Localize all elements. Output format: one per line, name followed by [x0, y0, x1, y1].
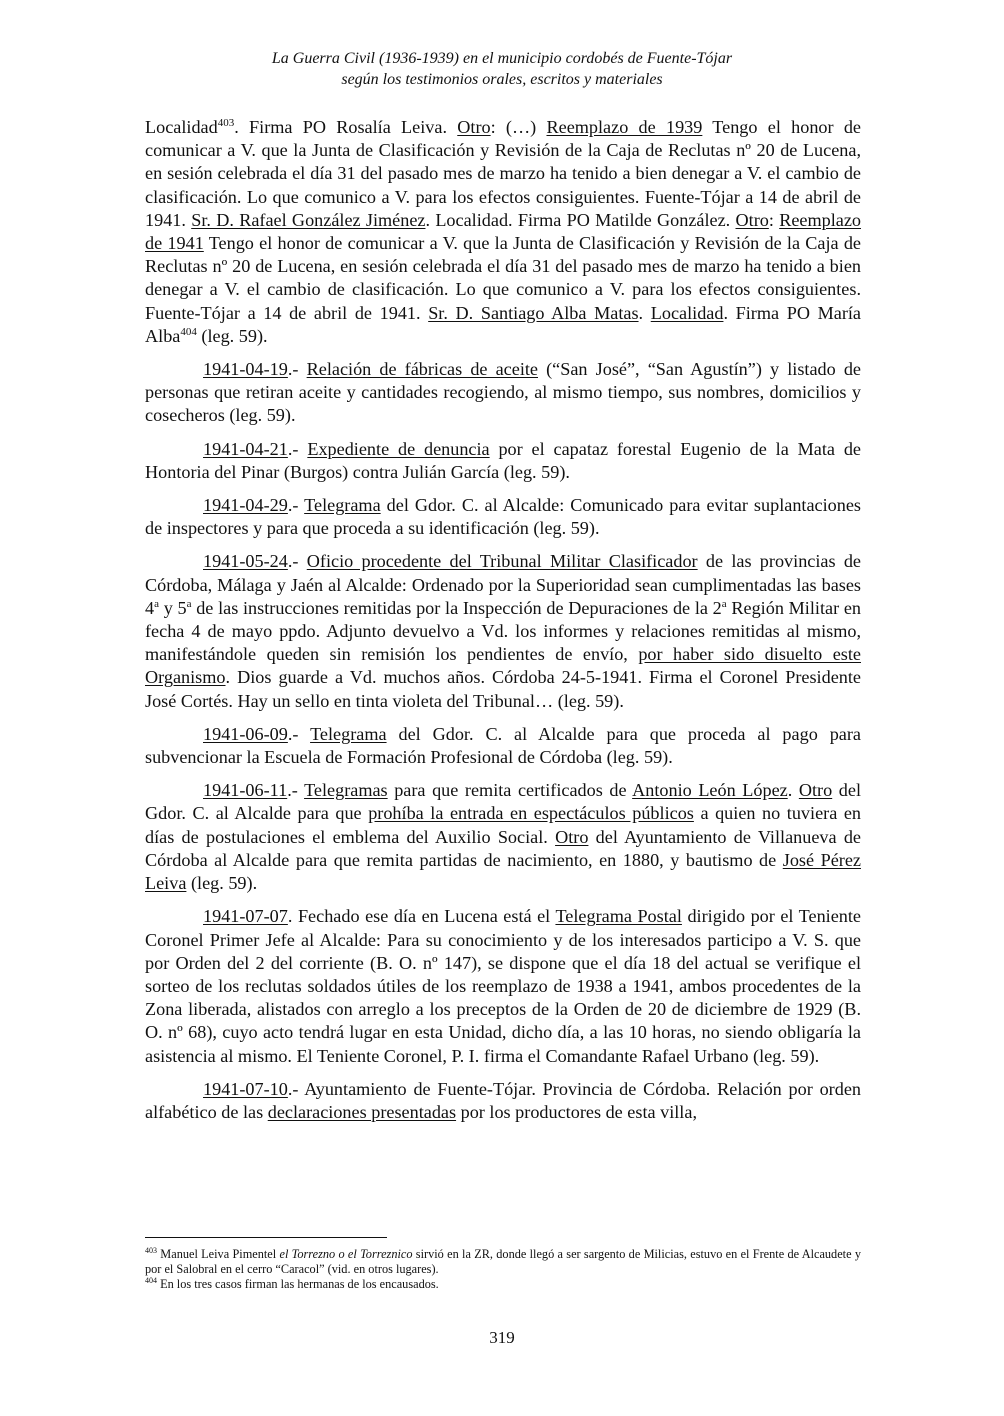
- text: .-: [287, 723, 311, 744]
- text: del Gdor. C. al Alcalde: Comunicado para evitar suplantaciones de inspectores y para que proceda a su identificación (leg. 59).: [145, 495, 861, 539]
- underlined-text: Reemplazo de 1941: [145, 209, 861, 254]
- entry-1941-04-19: [145, 358, 861, 428]
- underlined-text: Otro: [457, 117, 491, 137]
- underlined-text: Telegrama: [304, 495, 381, 516]
- text: . Localidad. Firma PO Matilde González.: [425, 209, 736, 230]
- entry-1941-04-29: [145, 494, 861, 540]
- footnote-403: [145, 1247, 861, 1277]
- entry-date: 1941-06-09: [203, 723, 288, 744]
- text: En los tres casos firman las hermanas de los encausados.: [157, 1277, 439, 1291]
- text: Tengo el honor de comunicar a V. que la Junta de Clasificación y Revisión de la Caja de Reclutas nº 20 de Lucena, en sesión celebrada el día 31 del pasado mes de marzo ha tenido a bien denegar a V. el cambio de clasificación. Lo que comunico a V. para los efectos consiguientes. Fuente-Tójar a 14 de abril de 1941.: [145, 117, 861, 230]
- underlined-text: Telegrama: [310, 723, 387, 744]
- text: para que remita certificados de: [387, 780, 633, 801]
- entry-date: 1941-07-10: [203, 1078, 288, 1099]
- text: Región Militar en fecha 4 de mayo ppdo. Adjunto devuelvo a Vd. los informes y relaciones remitidas al mismo, manifestándole queden sin remisión los pendientes de envío,: [145, 597, 862, 665]
- entry-1941-07-07: [145, 905, 861, 1067]
- footnote-number: 404: [145, 1275, 157, 1285]
- underlined-text: Localidad: [650, 302, 724, 323]
- footnote-404: [145, 1277, 861, 1292]
- text: a quien no tuviera en días de postulaciones el emblema del Auxilio Social.: [145, 803, 862, 847]
- entry-date: 1941-04-29: [203, 495, 288, 516]
- text: . Firma PO María Alba: [145, 302, 862, 346]
- text: del Gdor. C. al Alcalde para que proceda al pago para subvencionar la Escuela de Formación Profesional de Córdoba (leg. 59).: [145, 723, 861, 768]
- text: . Fechado ese día en Lucena está el: [287, 906, 556, 927]
- text: de las instrucciones remitidas por la Inspección de Depuraciones de la 2: [191, 597, 722, 618]
- entry-date: 1941-05-24: [203, 551, 288, 572]
- underlined-text: Antonio León López: [632, 780, 788, 801]
- text: (leg. 59).: [196, 325, 268, 346]
- underlined-text: Otro: [735, 209, 769, 230]
- footnote-ref-404[interactable]: 404: [180, 325, 197, 338]
- italic-text: el Torrezno o el Torreznico: [279, 1247, 413, 1261]
- header-line-1: La Guerra Civil (1936-1939) en el municipio cordobés de Fuente-Tójar: [271, 50, 733, 67]
- underlined-text: Sr. D. Rafael González Jiménez: [191, 209, 426, 230]
- entry-date: 1941-04-21: [203, 438, 288, 459]
- text: Localidad: [145, 117, 218, 137]
- ordinal-superscript: a: [154, 597, 159, 610]
- entry-1941-06-09: [145, 723, 861, 769]
- entry-date: 1941-07-07: [203, 906, 288, 927]
- text: sirvió en la ZR, donde llegó a ser sargento de Milicias, estuvo en el Frente de Alcaudete y por el Salobral en el cerro “Caracol” (vid. en otros lugares).: [145, 1247, 861, 1276]
- entry-date: 1941-04-19: [203, 359, 288, 380]
- underlined-text: Otro: [798, 780, 833, 801]
- underlined-text: Expediente de denuncia: [307, 438, 490, 459]
- running-header: [0, 48, 1004, 90]
- text: del Ayuntamiento de Villanueva de Córdoba al Alcalde para que remita partidas de nacimiento, en 1880, y bautismo de: [145, 826, 861, 870]
- text: del Gdor. C. al Alcalde para que: [145, 780, 862, 824]
- underlined-text: Oficio procedente del Tribunal Militar Clasificador: [306, 551, 698, 572]
- text: .-: [287, 438, 308, 459]
- underlined-text: declaraciones presentadas: [267, 1101, 457, 1122]
- underlined-text: prohíba la entrada en espectáculos públicos: [368, 803, 694, 824]
- entry-1941-05-24: [145, 550, 861, 712]
- text: .: [787, 780, 799, 801]
- underlined-text: José Pérez Leiva: [145, 849, 861, 894]
- underlined-text: Relación de fábricas de aceite: [306, 359, 538, 380]
- entry-1941-06-11: [145, 779, 861, 895]
- underlined-text: Telegramas: [304, 780, 388, 801]
- text: por el capataz forestal Eugenio de la Mata de Hontoria del Pinar (Burgos) contra Julián García (leg. 59).: [145, 438, 862, 482]
- footnotes: [145, 1247, 861, 1292]
- entry-1941-04-21: [145, 438, 861, 484]
- underlined-text: Reemplazo de 1939: [546, 117, 703, 137]
- text: .: [638, 302, 651, 323]
- ordinal-superscript: a: [186, 597, 192, 610]
- text: . Dios guarde a Vd. muchos años. Córdoba 24-5-1941. Firma el Coronel Presidente José Cortés. Hay un sello en tinta violeta del Tribunal… (leg. 59).: [145, 667, 861, 711]
- text: (“San José”, “San Agustín”) y listado de personas que retiran aceite y cantidades recogiendo, al mismo tiempo, sus nombres, domicilios y cosecheros (leg. 59).: [145, 359, 861, 426]
- footnote-ref-403[interactable]: 403: [217, 116, 235, 129]
- text: .-: [287, 780, 305, 801]
- text: de las provincias de Córdoba, Málaga y Jaén al Alcalde: Ordenado por la Superioridad sean cumplimentadas las bases 4: [145, 551, 862, 618]
- text: .-: [287, 359, 307, 380]
- page-number: 319: [489, 1328, 515, 1347]
- underlined-text: Telegrama Postal: [555, 906, 682, 927]
- text: .-: [287, 551, 307, 572]
- text: y 5: [158, 597, 187, 618]
- text: : (…): [490, 117, 547, 137]
- text: .- Ayuntamiento de Fuente-Tójar. Provincia de Córdoba. Relación por orden alfabético de las: [145, 1078, 861, 1122]
- entry-date: 1941-06-11: [203, 780, 288, 801]
- main-text: [145, 116, 861, 1134]
- footnote-separator: [145, 1237, 387, 1238]
- text: Manuel Leiva Pimentel: [157, 1247, 280, 1261]
- text: por los productores de esta villa,: [456, 1101, 697, 1122]
- header-line-2: según los testimonios orales, escritos y materiales: [341, 71, 663, 88]
- text: :: [768, 209, 780, 230]
- entry-1941-07-10: [145, 1078, 861, 1124]
- underlined-text: Sr. D. Santiago Alba Matas: [428, 302, 639, 323]
- underlined-text: por haber sido disuelto este Organismo: [145, 644, 861, 688]
- text: .-: [287, 495, 305, 516]
- paragraph-continuation: [145, 116, 861, 348]
- text: (leg. 59).: [186, 873, 258, 894]
- text: Tengo el honor de comunicar a V. que la Junta de Clasificación y Revisión de la Caja de Reclutas nº 20 de Lucena, en sesión celebrada el día 31 del pasado mes de marzo ha tenido a bien denegar a V. el cambio de clasificación. Lo que comunico a V. para los efectos consiguientes. Fuente-Tójar a 14 de abril de 1941.: [145, 233, 862, 323]
- ordinal-superscript: a: [721, 597, 727, 610]
- text: dirigido por el Teniente Coronel Primer Jefe al Alcalde: Para su conocimiento y de los interesados participo a V. S. que por Orden del 2 del corriente (B. O. nº 147), se dispone que el día 18 del actual se verifique el sorteo de los reclutas soldados útiles de los reemplazo de 1938 a 1941, ambos procedentes de la Zona liberada, alistados con arreglo a los preceptos de la Orden de 20 de diciembre de 1929 (B. O. nº 68), cuyo acto tendrá lugar en esta Unidad, dicho día, a las 10 horas, no siendo obligaría la asistencia al mismo. El Teniente Coronel, P. I. firma el Comandante Rafael Urbano (leg. 59).: [145, 906, 862, 1066]
- footnote-number: 403: [145, 1245, 157, 1255]
- text: . Firma PO Rosalía Leiva.: [234, 117, 458, 137]
- underlined-text: Otro: [555, 826, 589, 847]
